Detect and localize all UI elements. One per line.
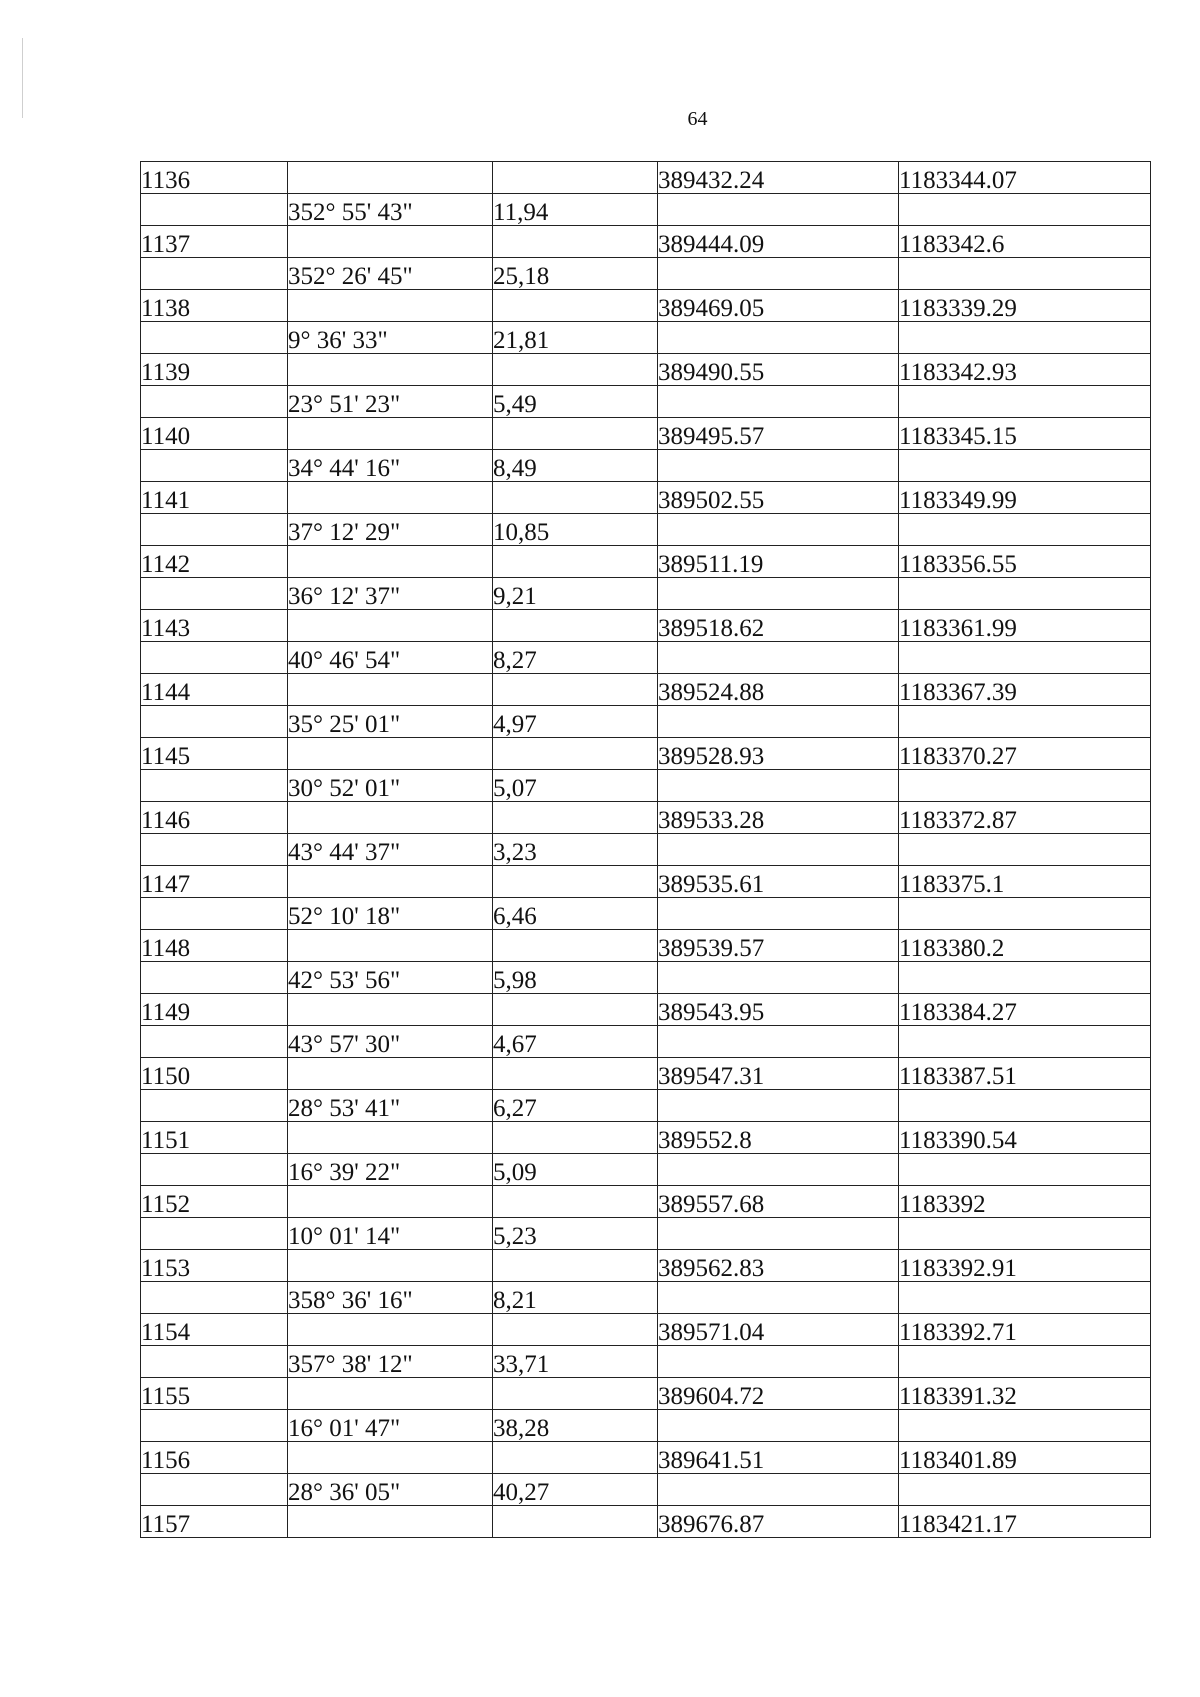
distance-cell (493, 1122, 658, 1154)
x-coordinate-cell: 389528.93 (658, 738, 899, 770)
point-row (141, 866, 1151, 898)
direction-angle-cell: 358° 36' 16" (288, 1282, 493, 1314)
x-coordinate-cell: 389444.09 (658, 226, 899, 258)
point-row (141, 1122, 1151, 1154)
direction-angle-cell: 10° 01' 14" (288, 1218, 493, 1250)
distance-cell: 5,07 (493, 770, 658, 802)
x-coordinate-cell: 389432.24 (658, 162, 899, 194)
point-number-cell (141, 514, 288, 546)
point-row (141, 418, 1151, 450)
point-number-cell: 1136 (141, 162, 288, 194)
x-coordinate-cell (658, 514, 899, 546)
point-number-cell: 1144 (141, 674, 288, 706)
x-coordinate-cell: 389571.04 (658, 1314, 899, 1346)
distance-cell (493, 738, 658, 770)
x-coordinate-cell: 389547.31 (658, 1058, 899, 1090)
distance-cell: 25,18 (493, 258, 658, 290)
y-coordinate-cell: 1183391.32 (899, 1378, 1151, 1410)
distance-cell: 4,67 (493, 1026, 658, 1058)
direction-angle-cell (288, 162, 493, 194)
y-coordinate-cell: 1183345.15 (899, 418, 1151, 450)
x-coordinate-cell (658, 1346, 899, 1378)
segment-row (141, 258, 1151, 290)
distance-cell: 11,94 (493, 194, 658, 226)
segment-row (141, 834, 1151, 866)
point-number-cell: 1154 (141, 1314, 288, 1346)
direction-angle-cell (288, 994, 493, 1026)
x-coordinate-cell: 389469.05 (658, 290, 899, 322)
direction-angle-cell: 30° 52' 01" (288, 770, 493, 802)
direction-angle-cell: 35° 25' 01" (288, 706, 493, 738)
distance-cell (493, 930, 658, 962)
distance-cell: 40,27 (493, 1474, 658, 1506)
x-coordinate-cell (658, 1090, 899, 1122)
point-number-cell (141, 1474, 288, 1506)
y-coordinate-cell (899, 706, 1151, 738)
direction-angle-cell (288, 1058, 493, 1090)
x-coordinate-cell (658, 642, 899, 674)
point-number-cell (141, 642, 288, 674)
x-coordinate-cell (658, 898, 899, 930)
point-number-cell: 1141 (141, 482, 288, 514)
direction-angle-cell: 34° 44' 16" (288, 450, 493, 482)
y-coordinate-cell: 1183384.27 (899, 994, 1151, 1026)
distance-cell (493, 994, 658, 1026)
point-row (141, 482, 1151, 514)
point-number-cell: 1150 (141, 1058, 288, 1090)
y-coordinate-cell (899, 898, 1151, 930)
y-coordinate-cell: 1183342.93 (899, 354, 1151, 386)
point-number-cell: 1147 (141, 866, 288, 898)
point-number-cell: 1146 (141, 802, 288, 834)
point-number-cell (141, 1346, 288, 1378)
point-row (141, 1250, 1151, 1282)
point-row (141, 546, 1151, 578)
direction-angle-cell (288, 930, 493, 962)
x-coordinate-cell (658, 1410, 899, 1442)
distance-cell: 6,27 (493, 1090, 658, 1122)
x-coordinate-cell (658, 770, 899, 802)
distance-cell (493, 1506, 658, 1538)
direction-angle-cell (288, 1506, 493, 1538)
y-coordinate-cell: 1183370.27 (899, 738, 1151, 770)
y-coordinate-cell: 1183356.55 (899, 546, 1151, 578)
y-coordinate-cell: 1183390.54 (899, 1122, 1151, 1154)
distance-cell: 33,71 (493, 1346, 658, 1378)
direction-angle-cell (288, 546, 493, 578)
point-number-cell (141, 1026, 288, 1058)
point-row (141, 1378, 1151, 1410)
point-number-cell: 1143 (141, 610, 288, 642)
direction-angle-cell (288, 674, 493, 706)
direction-angle-cell (288, 866, 493, 898)
segment-row (141, 450, 1151, 482)
point-number-cell (141, 322, 288, 354)
point-number-cell (141, 386, 288, 418)
y-coordinate-cell (899, 770, 1151, 802)
distance-cell: 5,49 (493, 386, 658, 418)
direction-angle-cell: 52° 10' 18" (288, 898, 493, 930)
point-number-cell: 1156 (141, 1442, 288, 1474)
segment-row (141, 514, 1151, 546)
y-coordinate-cell (899, 1282, 1151, 1314)
point-number-cell: 1151 (141, 1122, 288, 1154)
direction-angle-cell: 37° 12' 29" (288, 514, 493, 546)
distance-cell: 4,97 (493, 706, 658, 738)
distance-cell: 8,49 (493, 450, 658, 482)
direction-angle-cell: 28° 53' 41" (288, 1090, 493, 1122)
x-coordinate-cell (658, 578, 899, 610)
segment-row (141, 1026, 1151, 1058)
direction-angle-cell (288, 354, 493, 386)
direction-angle-cell: 23° 51' 23" (288, 386, 493, 418)
segment-row (141, 1346, 1151, 1378)
point-number-cell: 1145 (141, 738, 288, 770)
distance-cell (493, 1314, 658, 1346)
distance-cell (493, 226, 658, 258)
distance-cell (493, 162, 658, 194)
distance-cell: 5,98 (493, 962, 658, 994)
direction-angle-cell (288, 1378, 493, 1410)
x-coordinate-cell (658, 386, 899, 418)
x-coordinate-cell: 389539.57 (658, 930, 899, 962)
point-number-cell: 1142 (141, 546, 288, 578)
distance-cell: 10,85 (493, 514, 658, 546)
y-coordinate-cell: 1183421.17 (899, 1506, 1151, 1538)
y-coordinate-cell: 1183367.39 (899, 674, 1151, 706)
y-coordinate-cell: 1183392 (899, 1186, 1151, 1218)
direction-angle-cell (288, 1122, 493, 1154)
point-number-cell: 1155 (141, 1378, 288, 1410)
x-coordinate-cell (658, 1154, 899, 1186)
point-number-cell (141, 1090, 288, 1122)
x-coordinate-cell: 389511.19 (658, 546, 899, 578)
y-coordinate-cell: 1183344.07 (899, 162, 1151, 194)
scan-edge-mark (22, 38, 23, 118)
y-coordinate-cell: 1183372.87 (899, 802, 1151, 834)
distance-cell: 3,23 (493, 834, 658, 866)
y-coordinate-cell (899, 194, 1151, 226)
y-coordinate-cell (899, 258, 1151, 290)
y-coordinate-cell: 1183387.51 (899, 1058, 1151, 1090)
direction-angle-cell: 28° 36' 05" (288, 1474, 493, 1506)
x-coordinate-cell: 389604.72 (658, 1378, 899, 1410)
x-coordinate-cell: 389676.87 (658, 1506, 899, 1538)
segment-row (141, 706, 1151, 738)
distance-cell: 5,23 (493, 1218, 658, 1250)
direction-angle-cell: 16° 39' 22" (288, 1154, 493, 1186)
x-coordinate-cell (658, 258, 899, 290)
distance-cell (493, 1442, 658, 1474)
point-number-cell: 1153 (141, 1250, 288, 1282)
distance-cell (493, 546, 658, 578)
distance-cell (493, 1186, 658, 1218)
y-coordinate-cell (899, 1410, 1151, 1442)
direction-angle-cell (288, 1250, 493, 1282)
x-coordinate-cell: 389524.88 (658, 674, 899, 706)
segment-row (141, 322, 1151, 354)
segment-row (141, 1410, 1151, 1442)
distance-cell (493, 674, 658, 706)
y-coordinate-cell (899, 386, 1151, 418)
distance-cell (493, 290, 658, 322)
point-row (141, 930, 1151, 962)
point-number-cell: 1152 (141, 1186, 288, 1218)
direction-angle-cell (288, 418, 493, 450)
coordinates-table-body (141, 162, 1151, 1538)
x-coordinate-cell (658, 1474, 899, 1506)
point-number-cell (141, 1282, 288, 1314)
segment-row (141, 1218, 1151, 1250)
segment-row (141, 770, 1151, 802)
direction-angle-cell: 357° 38' 12" (288, 1346, 493, 1378)
point-number-cell: 1149 (141, 994, 288, 1026)
segment-row (141, 962, 1151, 994)
x-coordinate-cell (658, 962, 899, 994)
x-coordinate-cell (658, 834, 899, 866)
y-coordinate-cell (899, 1090, 1151, 1122)
point-row (141, 674, 1151, 706)
x-coordinate-cell: 389490.55 (658, 354, 899, 386)
y-coordinate-cell: 1183339.29 (899, 290, 1151, 322)
y-coordinate-cell (899, 322, 1151, 354)
point-row (141, 354, 1151, 386)
x-coordinate-cell: 389533.28 (658, 802, 899, 834)
point-number-cell (141, 1218, 288, 1250)
y-coordinate-cell: 1183392.91 (899, 1250, 1151, 1282)
point-number-cell (141, 770, 288, 802)
segment-row (141, 578, 1151, 610)
y-coordinate-cell: 1183401.89 (899, 1442, 1151, 1474)
y-coordinate-cell (899, 1346, 1151, 1378)
distance-cell: 8,27 (493, 642, 658, 674)
y-coordinate-cell (899, 578, 1151, 610)
x-coordinate-cell (658, 1026, 899, 1058)
x-coordinate-cell: 389562.83 (658, 1250, 899, 1282)
y-coordinate-cell (899, 834, 1151, 866)
point-row (141, 1314, 1151, 1346)
direction-angle-cell (288, 1442, 493, 1474)
y-coordinate-cell: 1183392.71 (899, 1314, 1151, 1346)
direction-angle-cell (288, 290, 493, 322)
segment-row (141, 1282, 1151, 1314)
y-coordinate-cell (899, 1218, 1151, 1250)
page-number: 64 (687, 108, 708, 130)
distance-cell: 6,46 (493, 898, 658, 930)
point-row (141, 1506, 1151, 1538)
point-number-cell (141, 834, 288, 866)
direction-angle-cell (288, 1186, 493, 1218)
point-number-cell: 1140 (141, 418, 288, 450)
distance-cell (493, 354, 658, 386)
x-coordinate-cell: 389495.57 (658, 418, 899, 450)
x-coordinate-cell: 389543.95 (658, 994, 899, 1026)
point-row (141, 994, 1151, 1026)
x-coordinate-cell (658, 450, 899, 482)
segment-row (141, 194, 1151, 226)
x-coordinate-cell (658, 1282, 899, 1314)
y-coordinate-cell (899, 642, 1151, 674)
segment-row (141, 898, 1151, 930)
point-row (141, 738, 1151, 770)
distance-cell (493, 866, 658, 898)
segment-row (141, 1474, 1151, 1506)
point-row (141, 1058, 1151, 1090)
distance-cell (493, 482, 658, 514)
x-coordinate-cell (658, 706, 899, 738)
distance-cell (493, 802, 658, 834)
coordinates-table (140, 161, 1151, 1538)
y-coordinate-cell: 1183380.2 (899, 930, 1151, 962)
direction-angle-cell (288, 738, 493, 770)
point-row (141, 802, 1151, 834)
y-coordinate-cell (899, 962, 1151, 994)
direction-angle-cell (288, 226, 493, 258)
direction-angle-cell: 43° 57' 30" (288, 1026, 493, 1058)
point-number-cell: 1138 (141, 290, 288, 322)
y-coordinate-cell (899, 1154, 1151, 1186)
distance-cell (493, 1378, 658, 1410)
direction-angle-cell: 16° 01' 47" (288, 1410, 493, 1442)
y-coordinate-cell: 1183375.1 (899, 866, 1151, 898)
point-number-cell (141, 450, 288, 482)
point-number-cell: 1137 (141, 226, 288, 258)
direction-angle-cell (288, 1314, 493, 1346)
point-row (141, 290, 1151, 322)
distance-cell: 38,28 (493, 1410, 658, 1442)
point-number-cell (141, 898, 288, 930)
direction-angle-cell: 352° 55' 43" (288, 194, 493, 226)
distance-cell (493, 418, 658, 450)
point-row (141, 162, 1151, 194)
point-number-cell (141, 194, 288, 226)
direction-angle-cell: 40° 46' 54" (288, 642, 493, 674)
y-coordinate-cell (899, 1474, 1151, 1506)
x-coordinate-cell: 389557.68 (658, 1186, 899, 1218)
point-number-cell (141, 1154, 288, 1186)
direction-angle-cell: 43° 44' 37" (288, 834, 493, 866)
point-row (141, 1442, 1151, 1474)
x-coordinate-cell (658, 194, 899, 226)
direction-angle-cell: 42° 53' 56" (288, 962, 493, 994)
x-coordinate-cell: 389641.51 (658, 1442, 899, 1474)
x-coordinate-cell: 389502.55 (658, 482, 899, 514)
distance-cell (493, 1250, 658, 1282)
x-coordinate-cell: 389535.61 (658, 866, 899, 898)
point-number-cell (141, 962, 288, 994)
y-coordinate-cell (899, 450, 1151, 482)
point-number-cell: 1139 (141, 354, 288, 386)
distance-cell (493, 610, 658, 642)
direction-angle-cell (288, 610, 493, 642)
point-number-cell (141, 258, 288, 290)
point-row (141, 226, 1151, 258)
x-coordinate-cell: 389518.62 (658, 610, 899, 642)
segment-row (141, 1090, 1151, 1122)
point-number-cell (141, 578, 288, 610)
point-row (141, 1186, 1151, 1218)
direction-angle-cell: 352° 26' 45" (288, 258, 493, 290)
segment-row (141, 642, 1151, 674)
direction-angle-cell (288, 482, 493, 514)
y-coordinate-cell (899, 514, 1151, 546)
point-row (141, 610, 1151, 642)
y-coordinate-cell: 1183349.99 (899, 482, 1151, 514)
point-number-cell: 1148 (141, 930, 288, 962)
segment-row (141, 1154, 1151, 1186)
segment-row (141, 386, 1151, 418)
direction-angle-cell: 36° 12' 37" (288, 578, 493, 610)
distance-cell: 8,21 (493, 1282, 658, 1314)
x-coordinate-cell (658, 1218, 899, 1250)
distance-cell (493, 1058, 658, 1090)
point-number-cell: 1157 (141, 1506, 288, 1538)
distance-cell: 21,81 (493, 322, 658, 354)
y-coordinate-cell: 1183361.99 (899, 610, 1151, 642)
distance-cell: 9,21 (493, 578, 658, 610)
point-number-cell (141, 706, 288, 738)
distance-cell: 5,09 (493, 1154, 658, 1186)
y-coordinate-cell: 1183342.6 (899, 226, 1151, 258)
direction-angle-cell (288, 802, 493, 834)
x-coordinate-cell (658, 322, 899, 354)
y-coordinate-cell (899, 1026, 1151, 1058)
direction-angle-cell: 9° 36' 33" (288, 322, 493, 354)
x-coordinate-cell: 389552.8 (658, 1122, 899, 1154)
point-number-cell (141, 1410, 288, 1442)
